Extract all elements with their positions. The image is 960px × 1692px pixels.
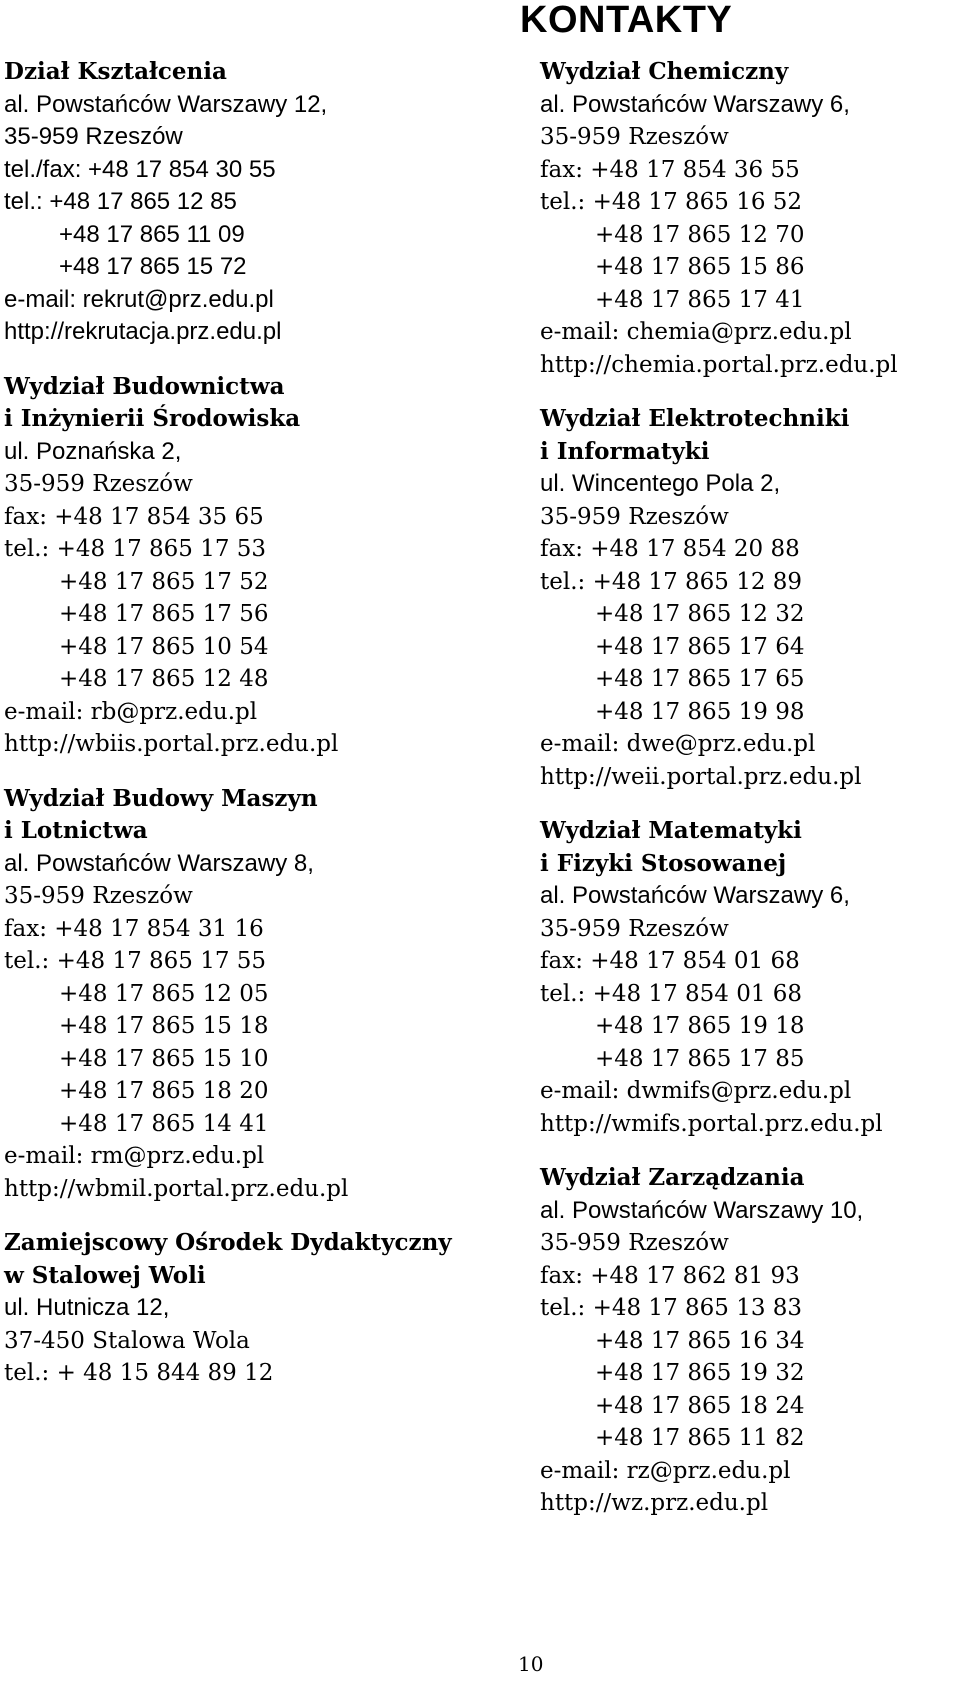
- email-link[interactable]: e-mail: rm@prz.edu.pl: [4, 1143, 265, 1169]
- fax-line: fax: +48 17 854 35 65: [4, 503, 264, 530]
- phone-number-line: +48 17 865 10 54: [59, 633, 269, 660]
- department-name: i Fizyki Stosowanej: [540, 849, 787, 877]
- contact-block-wydzial-matematyki-i-fizyki-stosowanej: [540, 815, 960, 1140]
- phone-number-line: +48 17 865 12 05: [59, 980, 269, 1007]
- department-name: i Inżynierii Środowiska: [4, 405, 301, 432]
- phone-number-line: +48 17 865 18 24: [595, 1392, 805, 1419]
- street-address-line: al. Powstańców Warszawy 12,: [4, 90, 328, 118]
- phone-number-line: +48 17 865 17 52: [59, 568, 269, 595]
- phone-number-line: +48 17 865 17 85: [595, 1045, 805, 1072]
- website-link[interactable]: http://wz.prz.edu.pl: [540, 1490, 769, 1516]
- phone-number-line: +48 17 865 15 10: [59, 1045, 269, 1072]
- street-address-line: ul. Wincentego Pola 2,: [540, 470, 781, 497]
- contact-block-wydzial-elektrotechniki-i-informatyki: [540, 403, 960, 793]
- fax-line: fax: +48 17 854 36 55: [540, 156, 800, 183]
- phone-number-line: +48 17 865 19 98: [595, 698, 805, 725]
- website-link[interactable]: http://chemia.portal.prz.edu.pl: [540, 351, 898, 378]
- contact-block-wydzial-budownictwa-i-inzynierii-srodowiska: [4, 371, 514, 761]
- right-contact-column: [540, 56, 960, 1542]
- phone-line: tel.: +48 17 854 01 68: [540, 980, 803, 1007]
- phone-number-line: +48 17 865 12 70: [595, 221, 805, 248]
- fax-line: fax: +48 17 862 81 93: [540, 1262, 800, 1289]
- department-name: Wydział Budownictwa: [4, 372, 285, 400]
- contact-block-wydzial-chemiczny: [540, 56, 960, 381]
- phone-number-line: +48 17 865 17 64: [595, 633, 805, 660]
- department-name: w Stalowej Woli: [4, 1261, 206, 1289]
- contact-block-wydzial-budowy-maszyn-i-lotnictwa: [4, 783, 514, 1206]
- department-name: Wydział Chemiczny: [540, 58, 789, 85]
- page-title: KONTAKTY: [520, 0, 733, 41]
- postal-code-line: 35-959 Rzeszów: [4, 883, 193, 909]
- phone-number-line: +48 17 865 17 65: [595, 666, 805, 692]
- street-address-line: al. Powstańców Warszawy 6,: [540, 90, 850, 118]
- phone-number-line: +48 17 865 11 09: [59, 220, 245, 248]
- postal-code-line: 37-450 Stalowa Wola: [4, 1327, 250, 1354]
- phone-line: tel.: +48 17 865 12 85: [4, 188, 237, 215]
- email-link[interactable]: e-mail: rb@prz.edu.pl: [4, 698, 258, 725]
- website-link[interactable]: http://wmifs.portal.prz.edu.pl: [540, 1110, 883, 1137]
- phone-line: tel.: +48 17 865 16 52: [540, 189, 803, 215]
- contact-block-zamiejscowy-osrodek-dydaktyczny-w-stalowej-woli: [4, 1227, 514, 1390]
- page-number: 10: [518, 1652, 544, 1676]
- phone-line: tel.: +48 17 865 17 55: [4, 948, 267, 974]
- phone-number-line: +48 17 865 19 32: [595, 1360, 805, 1386]
- department-name: i Lotnictwa: [4, 817, 148, 844]
- phone-line: tel.: +48 17 865 13 83: [540, 1295, 803, 1321]
- postal-code-line: 35-959 Rzeszów: [540, 503, 729, 530]
- department-name: Wydział Elektrotechniki: [540, 405, 850, 432]
- phone-number-line: +48 17 865 15 72: [59, 253, 247, 280]
- website-link[interactable]: http://wbmil.portal.prz.edu.pl: [4, 1175, 349, 1202]
- phone-number-line: +48 17 865 11 82: [595, 1425, 805, 1451]
- phone-line: tel.: + 48 15 844 89 12: [4, 1360, 274, 1386]
- street-address-line: ul. Hutnicza 12,: [4, 1294, 170, 1321]
- email-link[interactable]: e-mail: dwe@prz.edu.pl: [540, 731, 816, 757]
- website-link[interactable]: http://weii.portal.prz.edu.pl: [540, 763, 862, 790]
- tel-fax-line: tel./fax: +48 17 854 30 55: [4, 155, 276, 183]
- phone-number-line: +48 17 865 12 48: [59, 666, 269, 692]
- website-link[interactable]: http://rekrutacja.prz.edu.pl: [4, 318, 282, 345]
- contact-block-dzial-ksztalcenia: [4, 56, 514, 349]
- phone-number-line: +48 17 865 17 56: [59, 601, 269, 627]
- department-name: Wydział Budowy Maszyn: [4, 784, 318, 812]
- department-name: Wydział Zarządzania: [540, 1164, 805, 1191]
- department-name: i Informatyki: [540, 437, 710, 465]
- email-link[interactable]: e-mail: rz@prz.edu.pl: [540, 1457, 791, 1484]
- department-name: Dział Kształcenia: [4, 58, 227, 85]
- phone-number-line: +48 17 865 12 32: [595, 601, 805, 627]
- postal-code-line: 35-959 Rzeszów: [540, 124, 729, 150]
- email-link[interactable]: e-mail: chemia@prz.edu.pl: [540, 319, 852, 345]
- street-address-line: ul. Poznańska 2,: [4, 437, 182, 465]
- phone-number-line: +48 17 865 19 18: [595, 1013, 805, 1039]
- left-contact-column: [4, 56, 514, 1412]
- postal-code-line: 35-959 Rzeszów: [4, 123, 183, 150]
- email-link[interactable]: e-mail: rekrut@prz.edu.pl: [4, 285, 274, 313]
- email-link[interactable]: e-mail: dwmifs@prz.edu.pl: [540, 1078, 852, 1104]
- phone-number-line: +48 17 865 14 41: [59, 1110, 269, 1137]
- phone-line: tel.: +48 17 865 17 53: [4, 536, 267, 562]
- fax-line: fax: +48 17 854 31 16: [4, 915, 264, 942]
- contact-block-wydzial-zarzadzania: [540, 1162, 960, 1520]
- postal-code-line: 35-959 Rzeszów: [540, 915, 729, 942]
- website-link[interactable]: http://wbiis.portal.prz.edu.pl: [4, 731, 339, 757]
- phone-number-line: +48 17 865 17 41: [595, 286, 805, 313]
- phone-number-line: +48 17 865 15 18: [59, 1013, 269, 1039]
- street-address-line: al. Powstańców Warszawy 6,: [540, 882, 850, 909]
- fax-line: fax: +48 17 854 20 88: [540, 536, 800, 562]
- phone-number-line: +48 17 865 16 34: [595, 1327, 805, 1354]
- department-name: Wydział Matematyki: [540, 817, 802, 844]
- postal-code-line: 35-959 Rzeszów: [540, 1230, 729, 1256]
- phone-line: tel.: +48 17 865 12 89: [540, 568, 803, 595]
- phone-number-line: +48 17 865 18 20: [59, 1078, 269, 1104]
- department-name: Zamiejscowy Ośrodek Dydaktyczny: [4, 1229, 452, 1256]
- phone-number-line: +48 17 865 15 86: [595, 254, 805, 280]
- postal-code-line: 35-959 Rzeszów: [4, 471, 193, 497]
- street-address-line: al. Powstańców Warszawy 8,: [4, 849, 314, 877]
- fax-line: fax: +48 17 854 01 68: [540, 948, 800, 974]
- street-address-line: al. Powstańców Warszawy 10,: [540, 1196, 864, 1224]
